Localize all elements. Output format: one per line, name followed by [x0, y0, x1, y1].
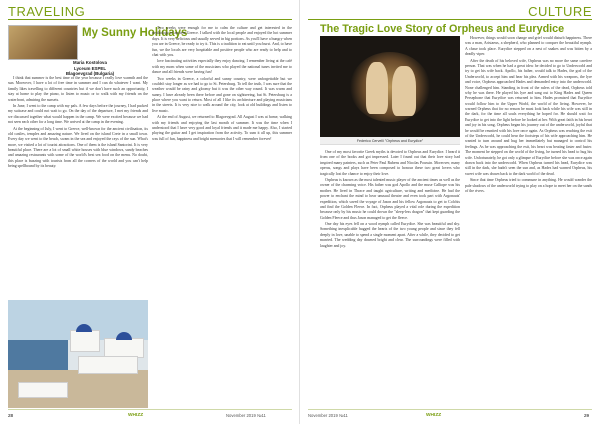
column-1 [320, 150, 460, 402]
paragraph: One day his eyes fell on a wood nymph called Eurydice. She was beautiful and shy. Something inexplicable hugged the hearts of the two young people and since they fell deeply in love, unable to spend a single moment apart. After a while, they decided to get married. The wedding day dawned bright and clear. The surroundings were filled with laughter and joy. [320, 222, 460, 248]
santorini-photo [8, 300, 148, 408]
issue-date: November 2019 №11 [226, 413, 266, 418]
column-2 [465, 36, 592, 402]
right-page [300, 0, 600, 424]
section-heading: TRAVELING [8, 4, 86, 19]
byline [40, 60, 140, 77]
white-house [78, 356, 138, 374]
paragraph: Orpheus is known as the most talented music player of the ancient times as well as the owner of the charming voice. His father was god Apollo and the muse Calliope was his mother. He lived in Thrace and taught agriculture, writing and medicine. He had the power to enchant the mind to hear unusual theatre and even took part with Argonauts' expedition, which saved the voyage of Jason and his fellow Argonauts to get to Colchis and find the Golden Fleece. In fact, Orpheus played a vital role during the expedition because only by his music he could drown the "sleep-less dragon" that kept guarding the Golden Fleece and thus Jason managed to get the fleece. [320, 177, 460, 220]
paragraph: love fascinating activities especially they enjoy dancing. I remember living at the café with my mom when some of the musicians who played the national tunes invited me to dance and all friends were having fun! [152, 59, 292, 75]
white-house [18, 382, 68, 398]
section-heading: CULTURE [528, 4, 592, 19]
author-city: Blagoevgrad (Bulgaria) [65, 71, 115, 77]
painting-image [320, 36, 460, 137]
author-name: Maria Kostolova [73, 60, 107, 65]
heading-rule [308, 19, 592, 20]
painting-glow [350, 52, 430, 122]
white-house [70, 330, 100, 352]
figure-orpheus [366, 62, 388, 114]
magazine-logo: WHIZZ [128, 413, 144, 418]
paragraph: At the end of August, we returned to Blagoevgrad. All August I was at home, walking with my friends and enjoying the last month of summer. It was the time when I understood that I have very good and loyal friends and it made me happy. Also, I started playing the guitar and I get inspiration from the activity. To sum it all up, this summer was full of fun, happiness and bright memories that I will remember forever! [152, 115, 292, 141]
image-caption: Federico Cervelli "Orpheus and Eurydice" [320, 137, 460, 145]
heading-rule [8, 19, 292, 20]
column-2 [152, 26, 292, 210]
column-1 [8, 76, 148, 298]
paragraph: Two weeks were enough for me to calm the culture and get interested in the mythology of ancient Greece. I talked with the local people and enjoyed the hot summer days. It is very delicious and usually served in big portions. As you'll have a hungry when you are in Greece, be ready to try it. This is a tradition to eat until you burst. And, to have fun, we the locals are very hospitable and positive people who are ready to help and to chat with you. [152, 26, 292, 57]
paragraph: Since that time Orpheus tried to commune in anything. He would wander the pale shadows of the underworld trying to play on a hope to meet her on the sands of the rivers. [465, 178, 592, 193]
white-house [104, 338, 144, 358]
paragraph: In June, I went to the camp with my pals. A few days before the journey, I had packed my suitcase and could not wait to go. On the day of the departure, I met my friends and we discussed together what would happen in the camp. We were excited because we had not seen each other for a long time. We arrived at the camp in the evening. [8, 103, 148, 125]
footer-rule [308, 409, 592, 410]
magazine-logo: WHIZZ [426, 413, 442, 418]
author-school: Lyceum ESPEL [73, 65, 107, 71]
issue-date: November 2019 №11 [308, 413, 348, 418]
footer-rule [8, 409, 292, 410]
page-number: 28 [8, 413, 14, 418]
author-photo [8, 25, 78, 60]
page-number: 29 [584, 413, 590, 418]
paragraph: I think that summer is the best time of the year because I really love warmth and the sun. Moreover, I have a lot of free time in summer and I can do whatever I want. My family likes travelling to different countries but if we don't have such an opportunity, I stay at home to play the piano, to listen to music or to walk with my friends on the waterfront, admiring the sunsets. [8, 76, 148, 102]
paragraph: However, things would soon change and grief would disturb happiness. There was a man, Aristaeus, a shepherd, who planned to conquer the beautiful nymph. A chase took place. Eurydice stepped on a nest of snakes and was bitten by a deadly viper. [465, 36, 592, 57]
paragraph: Two weeks in Greece, a colorful and sunny country, were unforgettable but we couldn't stay longer as we had to go to St. Petersburg. To tell the truth, I was sure that the weather would be rainy and gloomy but it was the other way round. It was warm and sunny. I have already been there before and gone on sightseeing, but St. Petersburg is a place where you want to return. Most of all I like its architecture and playing musicians in the streets. It is very nice to walk around the city, look at old buildings and listen to live music. [152, 76, 292, 113]
article-title: My Sunny Holidays [82, 27, 188, 39]
article-title: The Tragic Love Story of Orpheus and Eurydice [320, 23, 565, 35]
paragraph: At the beginning of July, I went to Greece, well-known for the ancient civilisation, its old castles, temples and amazing nature. We lived on the island Crete in a small town. Every day we went to the beach, swam in the sea and enjoyed the rays of the sun. What's more, we visited a lot of tourist attractions. One of them is the island Santorini. It is very beautiful place. There are a lot of small white houses with blue windows, sandy beaches and amazing restaurants with some of the world's best sea food on the menu. No doubt, this place is buzzing with tourists from all the corners of the world and you can't help being spellbound by its beauty. [8, 126, 148, 169]
paragraph: After the death of his beloved wife, Orpheus was no more the same carefree person. That was when he had a great idea: he decided to go to Underworld and try to get his wife back. Apollo, his father, would talk to Hades, the god of the Underworld, to accept him and hear his plea. Armed with his weapons, the lyre and voice, Orpheus approached Hades and demanded entry into the underworld. None challenged him. Standing in front of the rulers of the dead, Orpheus told why he was there. He played his lyre and sang out to King Hades and Queen Persephone that Eurydice was returned to him. Hades promised that Eurydice would follow him to the Upper World, the world of the living. However, he warned Orpheus that for no reason he must look back while his wife was still in the dark, for the time all souls everything he hoped for. He should wait for Eurydice to get into the light before he looked at her. With great faith in his heart and joy in his song, Orpheus began his journey out of the underworld, joyful that he would be reunited with his love once again. As Orpheus was reaching the exit of the Underworld, he could hear the footsteps of his wife approaching him. He wanted to turn around and hug her immediately but managed to control his feelings. As he was approaching the exit, his heart was beating faster and faster. The moment he stepped on the world of the living, he turned his head to hug his wife. Unfortunately, he got only a glimpse of Eurydice before she was once again drawn back into the underworld. When Orpheus turned his head, Eurydice was still in the dark, she hadn't seen the sun and, as Hades had warned Orpheus, his sweet wife was drawn back to the dark world of the dead. [465, 58, 592, 176]
paragraph: One of my most favorite Greek myths is devoted to Orpheus and Eurydice. I heard it from one of the books and got impressed. Later I found out that their love story had inspired many painters, such as Peter Paul Rubens and Nicolas Poussin. Moreover, many operas, songs and plays have been composed to honour these two great lovers who tragically lost the chance to enjoy their love. [320, 150, 460, 176]
figure-eurydice [392, 66, 416, 116]
